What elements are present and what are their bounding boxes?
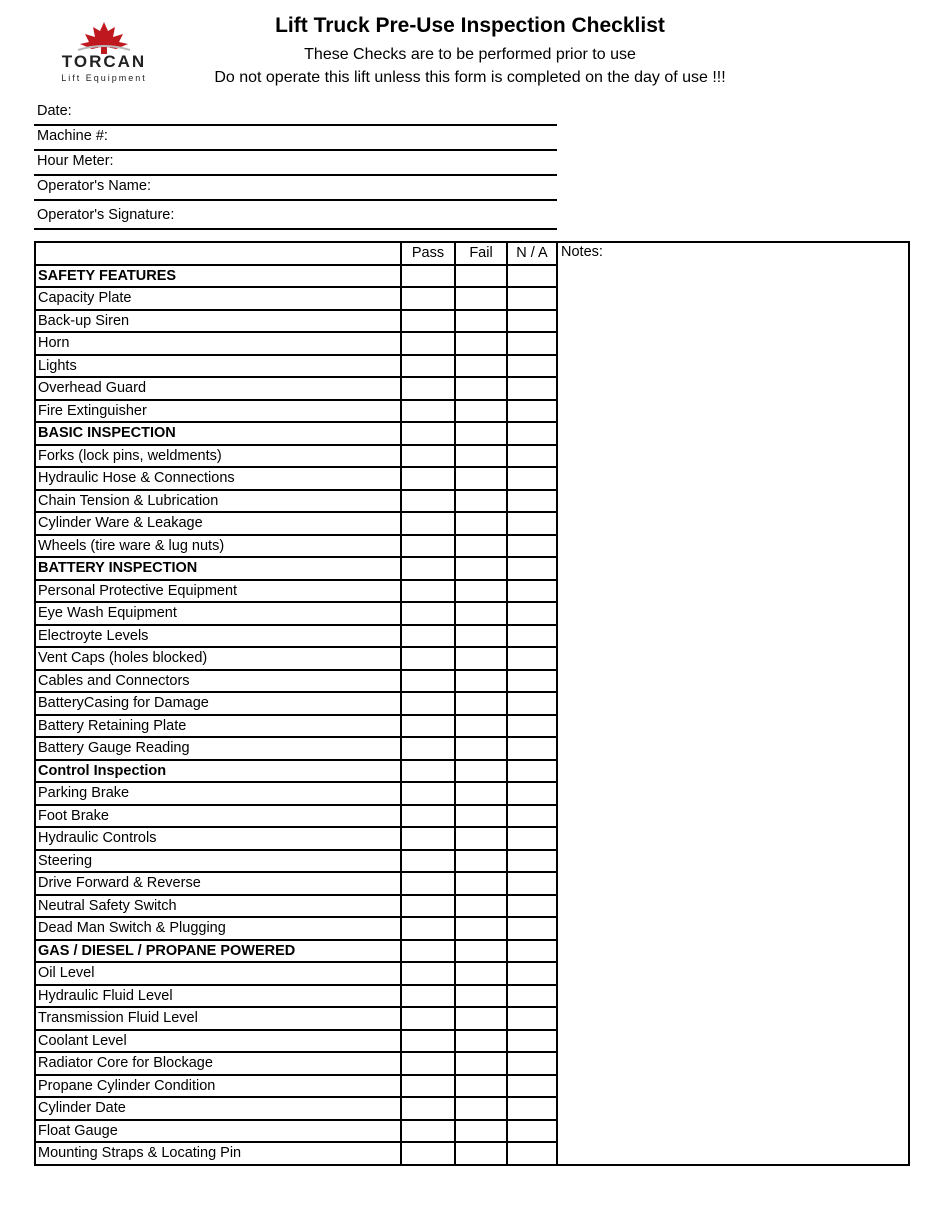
na-checkbox[interactable] [506, 288, 558, 309]
pass-checkbox[interactable] [400, 941, 454, 962]
na-checkbox[interactable] [506, 783, 558, 804]
na-checkbox[interactable] [506, 536, 558, 557]
pass-checkbox[interactable] [400, 1076, 454, 1097]
item-label: Chain Tension & Lubrication [38, 492, 219, 509]
fail-checkbox[interactable] [454, 671, 506, 692]
pass-checkbox[interactable] [400, 536, 454, 557]
table-row [36, 693, 558, 716]
header-item [36, 243, 400, 264]
na-checkbox[interactable] [506, 311, 558, 332]
table-row [36, 333, 558, 356]
table-row [36, 311, 558, 334]
page-title: Lift Truck Pre-Use Inspection Checklist [275, 14, 665, 37]
item-label: Dead Man Switch & Plugging [38, 920, 226, 936]
table-row [36, 806, 558, 829]
table-row [36, 1031, 558, 1054]
na-checkbox[interactable] [506, 266, 558, 287]
fail-checkbox[interactable] [454, 963, 506, 984]
fail-checkbox[interactable] [454, 1121, 506, 1142]
item-label: Personal Protective Equipment [38, 582, 238, 599]
section-title: Control Inspection [38, 762, 167, 779]
fail-checkbox[interactable] [454, 851, 506, 872]
item-label: Battery Gauge Reading [38, 740, 190, 756]
table-row [36, 288, 558, 311]
table-row [36, 896, 558, 919]
pass-checkbox[interactable] [400, 896, 454, 917]
date-label: Date: [37, 103, 72, 119]
table-row [36, 1143, 558, 1166]
fail-checkbox[interactable] [454, 603, 506, 624]
item-label: Vent Caps (holes blocked) [38, 650, 208, 666]
pass-checkbox[interactable] [400, 333, 454, 354]
na-checkbox[interactable] [506, 333, 558, 354]
fail-checkbox[interactable] [454, 1098, 506, 1119]
na-checkbox[interactable] [506, 806, 558, 827]
pass-checkbox[interactable] [400, 918, 454, 939]
section-title: BATTERY INSPECTION [38, 560, 198, 576]
table-row [36, 873, 558, 896]
section-header-row [36, 266, 558, 289]
fail-checkbox[interactable] [454, 333, 506, 354]
item-label: Forks (lock pins, weldments) [38, 447, 222, 464]
machine-number-field[interactable] [34, 128, 557, 151]
na-checkbox[interactable] [506, 1031, 558, 1052]
na-checkbox[interactable] [506, 1143, 558, 1164]
fail-checkbox[interactable] [454, 491, 506, 512]
item-label: Electroyte Levels [38, 627, 149, 644]
pass-checkbox[interactable] [400, 1053, 454, 1074]
item-label: Hydraulic Hose & Connections [38, 470, 235, 486]
fail-checkbox[interactable] [454, 513, 506, 534]
item-label: Hydraulic Controls [38, 830, 157, 846]
na-checkbox[interactable] [506, 491, 558, 512]
na-checkbox[interactable] [506, 1098, 558, 1119]
item-label: Fire Extinguisher [38, 402, 147, 419]
pass-checkbox[interactable] [400, 851, 454, 872]
pass-checkbox[interactable] [400, 311, 454, 332]
na-checkbox[interactable] [506, 716, 558, 737]
section-title: BASIC INSPECTION [38, 425, 176, 441]
section-header-row [36, 423, 558, 446]
table-row [36, 536, 558, 559]
pass-checkbox[interactable] [400, 288, 454, 309]
item-label: Cylinder Date [38, 1100, 126, 1116]
inspection-table [34, 241, 910, 1166]
table-row [36, 581, 558, 604]
fail-checkbox[interactable] [454, 716, 506, 737]
item-label: Hydraulic Fluid Level [38, 987, 173, 1004]
pass-checkbox[interactable] [400, 806, 454, 827]
fail-checkbox[interactable] [454, 1076, 506, 1097]
pass-checkbox[interactable] [400, 1008, 454, 1029]
company-logo [48, 22, 160, 82]
pass-checkbox[interactable] [400, 761, 454, 782]
na-checkbox[interactable] [506, 941, 558, 962]
na-checkbox[interactable] [506, 423, 558, 444]
na-checkbox[interactable] [506, 986, 558, 1007]
notes-label: Notes: [561, 244, 603, 260]
fail-checkbox[interactable] [454, 288, 506, 309]
fail-checkbox[interactable] [454, 581, 506, 602]
fail-checkbox[interactable] [454, 806, 506, 827]
table-row [36, 468, 558, 491]
logo-name: TORCAN [61, 52, 147, 71]
na-checkbox[interactable] [506, 761, 558, 782]
pass-checkbox[interactable] [400, 1031, 454, 1052]
na-checkbox[interactable] [506, 558, 558, 579]
na-checkbox[interactable] [506, 671, 558, 692]
fail-checkbox[interactable] [454, 468, 506, 489]
fail-checkbox[interactable] [454, 783, 506, 804]
pass-checkbox[interactable] [400, 716, 454, 737]
section-header-row [36, 941, 558, 964]
operator-signature-field[interactable] [34, 203, 557, 230]
fail-checkbox[interactable] [454, 266, 506, 287]
na-checkbox[interactable] [506, 513, 558, 534]
item-label: Battery Retaining Plate [38, 717, 187, 734]
item-label: Horn [38, 335, 70, 351]
na-checkbox[interactable] [506, 1076, 558, 1097]
hour-meter-field[interactable] [34, 153, 557, 176]
item-label: Steering [38, 852, 93, 869]
item-label: BatteryCasing for Damage [38, 695, 209, 711]
na-checkbox[interactable] [506, 896, 558, 917]
fail-checkbox[interactable] [454, 986, 506, 1007]
pass-checkbox[interactable] [400, 378, 454, 399]
pass-checkbox[interactable] [400, 401, 454, 422]
item-label: Cylinder Ware & Leakage [38, 515, 203, 531]
pass-checkbox[interactable] [400, 1121, 454, 1142]
na-checkbox[interactable] [506, 356, 558, 377]
na-checkbox[interactable] [506, 828, 558, 849]
fail-checkbox[interactable] [454, 1053, 506, 1074]
item-label: Transmission Fluid Level [38, 1010, 198, 1026]
table-row [36, 963, 558, 986]
na-checkbox[interactable] [506, 738, 558, 759]
fail-checkbox[interactable] [454, 1143, 506, 1164]
table-row [36, 356, 558, 379]
table-row [36, 851, 558, 874]
fail-checkbox[interactable] [454, 446, 506, 467]
table-header-row [36, 243, 558, 266]
item-label: Radiator Core for Blockage [38, 1055, 213, 1071]
section-header-row [36, 558, 558, 581]
item-label: Oil Level [38, 965, 95, 981]
pass-checkbox[interactable] [400, 558, 454, 579]
fail-checkbox[interactable] [454, 311, 506, 332]
pass-checkbox[interactable] [400, 648, 454, 669]
item-label: Coolant Level [38, 1032, 127, 1049]
pass-checkbox[interactable] [400, 513, 454, 534]
fail-checkbox[interactable] [454, 738, 506, 759]
fail-checkbox[interactable] [454, 896, 506, 917]
warning-text: Do not operate this lift unless this form is completed on the day of use !!! [214, 69, 726, 86]
page-subtitle: These Checks are to be performed prior to use [304, 46, 636, 63]
na-checkbox[interactable] [506, 851, 558, 872]
table-row [36, 918, 558, 941]
table-row [36, 738, 558, 761]
fail-checkbox[interactable] [454, 536, 506, 557]
table-row [36, 986, 558, 1009]
pass-checkbox[interactable] [400, 603, 454, 624]
pass-checkbox[interactable] [400, 581, 454, 602]
na-checkbox[interactable] [506, 626, 558, 647]
machine-number-label: Machine #: [37, 128, 108, 144]
table-row [36, 626, 558, 649]
fail-checkbox[interactable] [454, 873, 506, 894]
na-checkbox[interactable] [506, 468, 558, 489]
item-label: Mounting Straps & Locating Pin [38, 1145, 242, 1161]
table-row [36, 828, 558, 851]
fail-checkbox[interactable] [454, 693, 506, 714]
pass-checkbox[interactable] [400, 446, 454, 467]
header-pass: Pass [400, 243, 454, 264]
operator-signature-label: Operator's Signature: [37, 207, 175, 223]
section-header-row [36, 761, 558, 784]
table-row [36, 783, 558, 806]
na-checkbox[interactable] [506, 1008, 558, 1029]
pass-checkbox[interactable] [400, 873, 454, 894]
na-checkbox[interactable] [506, 603, 558, 624]
fail-checkbox[interactable] [454, 356, 506, 377]
fail-checkbox[interactable] [454, 401, 506, 422]
pass-checkbox[interactable] [400, 828, 454, 849]
table-row [36, 1053, 558, 1076]
header-na: N / A [506, 243, 558, 264]
pass-checkbox[interactable] [400, 671, 454, 692]
pass-checkbox[interactable] [400, 693, 454, 714]
na-checkbox[interactable] [506, 873, 558, 894]
na-checkbox[interactable] [506, 648, 558, 669]
na-checkbox[interactable] [506, 693, 558, 714]
table-row [36, 1098, 558, 1121]
na-checkbox[interactable] [506, 918, 558, 939]
table-row [36, 1008, 558, 1031]
item-label: Parking Brake [38, 785, 130, 801]
na-checkbox[interactable] [506, 963, 558, 984]
pass-checkbox[interactable] [400, 423, 454, 444]
pass-checkbox[interactable] [400, 266, 454, 287]
item-label: Cables and Connectors [38, 672, 190, 689]
fail-checkbox[interactable] [454, 378, 506, 399]
section-title: GAS / DIESEL / PROPANE POWERED [38, 942, 296, 959]
na-checkbox[interactable] [506, 1121, 558, 1142]
logo-subtitle: Lift Equipment [61, 73, 147, 83]
pass-checkbox[interactable] [400, 783, 454, 804]
na-checkbox[interactable] [506, 1053, 558, 1074]
fail-checkbox[interactable] [454, 558, 506, 579]
table-row [36, 671, 558, 694]
item-label: Back-up Siren [38, 312, 130, 329]
na-checkbox[interactable] [506, 581, 558, 602]
item-label: Lights [38, 357, 77, 374]
table-row [36, 446, 558, 469]
na-checkbox[interactable] [506, 378, 558, 399]
fail-checkbox[interactable] [454, 828, 506, 849]
pass-checkbox[interactable] [400, 491, 454, 512]
operator-name-label: Operator's Name: [37, 178, 151, 194]
table-row [36, 1121, 558, 1144]
header-fail: Fail [454, 243, 506, 264]
table-row [36, 603, 558, 626]
pass-checkbox[interactable] [400, 468, 454, 489]
pass-checkbox[interactable] [400, 356, 454, 377]
na-checkbox[interactable] [506, 446, 558, 467]
pass-checkbox[interactable] [400, 986, 454, 1007]
pass-checkbox[interactable] [400, 1098, 454, 1119]
item-label: Float Gauge [38, 1122, 118, 1139]
na-checkbox[interactable] [506, 401, 558, 422]
table-row [36, 513, 558, 536]
hour-meter-label: Hour Meter: [37, 153, 114, 169]
fail-checkbox[interactable] [454, 761, 506, 782]
maple-leaf-icon [76, 22, 132, 54]
date-field[interactable] [34, 103, 557, 126]
item-label: Capacity Plate [38, 290, 132, 306]
section-title: SAFETY FEATURES [38, 267, 177, 284]
item-label: Neutral Safety Switch [38, 897, 177, 914]
fail-checkbox[interactable] [454, 918, 506, 939]
fail-checkbox[interactable] [454, 1008, 506, 1029]
pass-checkbox[interactable] [400, 626, 454, 647]
item-label: Wheels (tire ware & lug nuts) [38, 537, 225, 554]
item-label: Drive Forward & Reverse [38, 875, 201, 891]
table-row [36, 648, 558, 671]
table-row [36, 1076, 558, 1099]
operator-name-field[interactable] [34, 178, 557, 201]
item-label: Foot Brake [38, 807, 109, 824]
item-label: Eye Wash Equipment [38, 605, 177, 621]
pass-checkbox[interactable] [400, 1143, 454, 1164]
fail-checkbox[interactable] [454, 423, 506, 444]
fail-checkbox[interactable] [454, 626, 506, 647]
item-label: Overhead Guard [38, 380, 147, 396]
fail-checkbox[interactable] [454, 1031, 506, 1052]
item-label: Propane Cylinder Condition [38, 1077, 216, 1094]
fail-checkbox[interactable] [454, 941, 506, 962]
table-row [36, 491, 558, 514]
table-row [36, 716, 558, 739]
pass-checkbox[interactable] [400, 963, 454, 984]
fail-checkbox[interactable] [454, 648, 506, 669]
table-row [36, 401, 558, 424]
pass-checkbox[interactable] [400, 738, 454, 759]
table-row [36, 378, 558, 401]
